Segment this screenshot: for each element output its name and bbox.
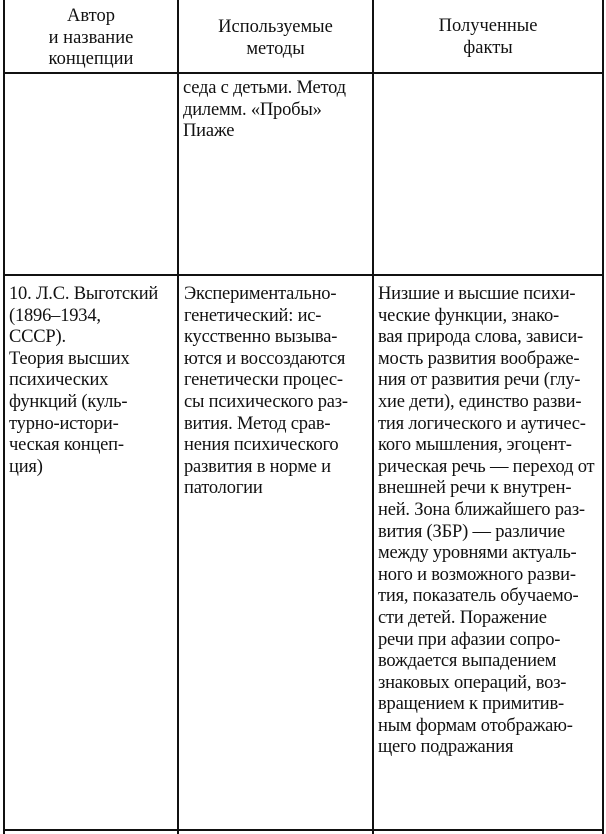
column-divider-1 xyxy=(177,0,179,834)
table-border-left xyxy=(3,0,5,834)
header-bottom-border xyxy=(3,72,604,74)
row2-author: 10. Л.С. Выготский (1896–1934, СССР). Теория высших психических функций (куль- турно-истори- ческая концеп- ция) xyxy=(9,284,159,477)
row1-methods: седа с детьми. Метод дилемм. «Пробы» Пиаже xyxy=(183,78,346,142)
row2-facts: Низшие и высшие психи- ческие функции, знако- вая природа слова, зависи- мость развития воображе- ния от развития речи (глу- хие дети), единство разви- тия логического и аутичес- кого мышления, эгоцент- рическая речь — переход от внешней речи к внутрен- ней. Зона ближайшего раз- вития (ЗБР) — различие между уровнями актуаль- ного и возможного разви- тия, показатель обучаемо- сти детей. Поражение речи при афазии сопро- вождается выпадением знаковых операций, воз- вращением к примитив- ным формам отображаю- щего подражания xyxy=(378,284,595,758)
column-divider-2 xyxy=(372,0,374,834)
header-methods: Используемые методы xyxy=(218,17,333,59)
header-author: Автор и название концепции xyxy=(48,6,134,70)
row-divider xyxy=(3,274,604,276)
row2-methods: Экспериментально- генетический: ис- кусственно вызыва- ются и воссоздаются генетически процес- сы психического раз- вития. Метод срав- нения психического развития в норме и патологии xyxy=(184,284,348,499)
table-border-bottom xyxy=(3,829,604,831)
table-border-right xyxy=(602,0,604,834)
header-facts: Полученные факты xyxy=(438,16,538,58)
